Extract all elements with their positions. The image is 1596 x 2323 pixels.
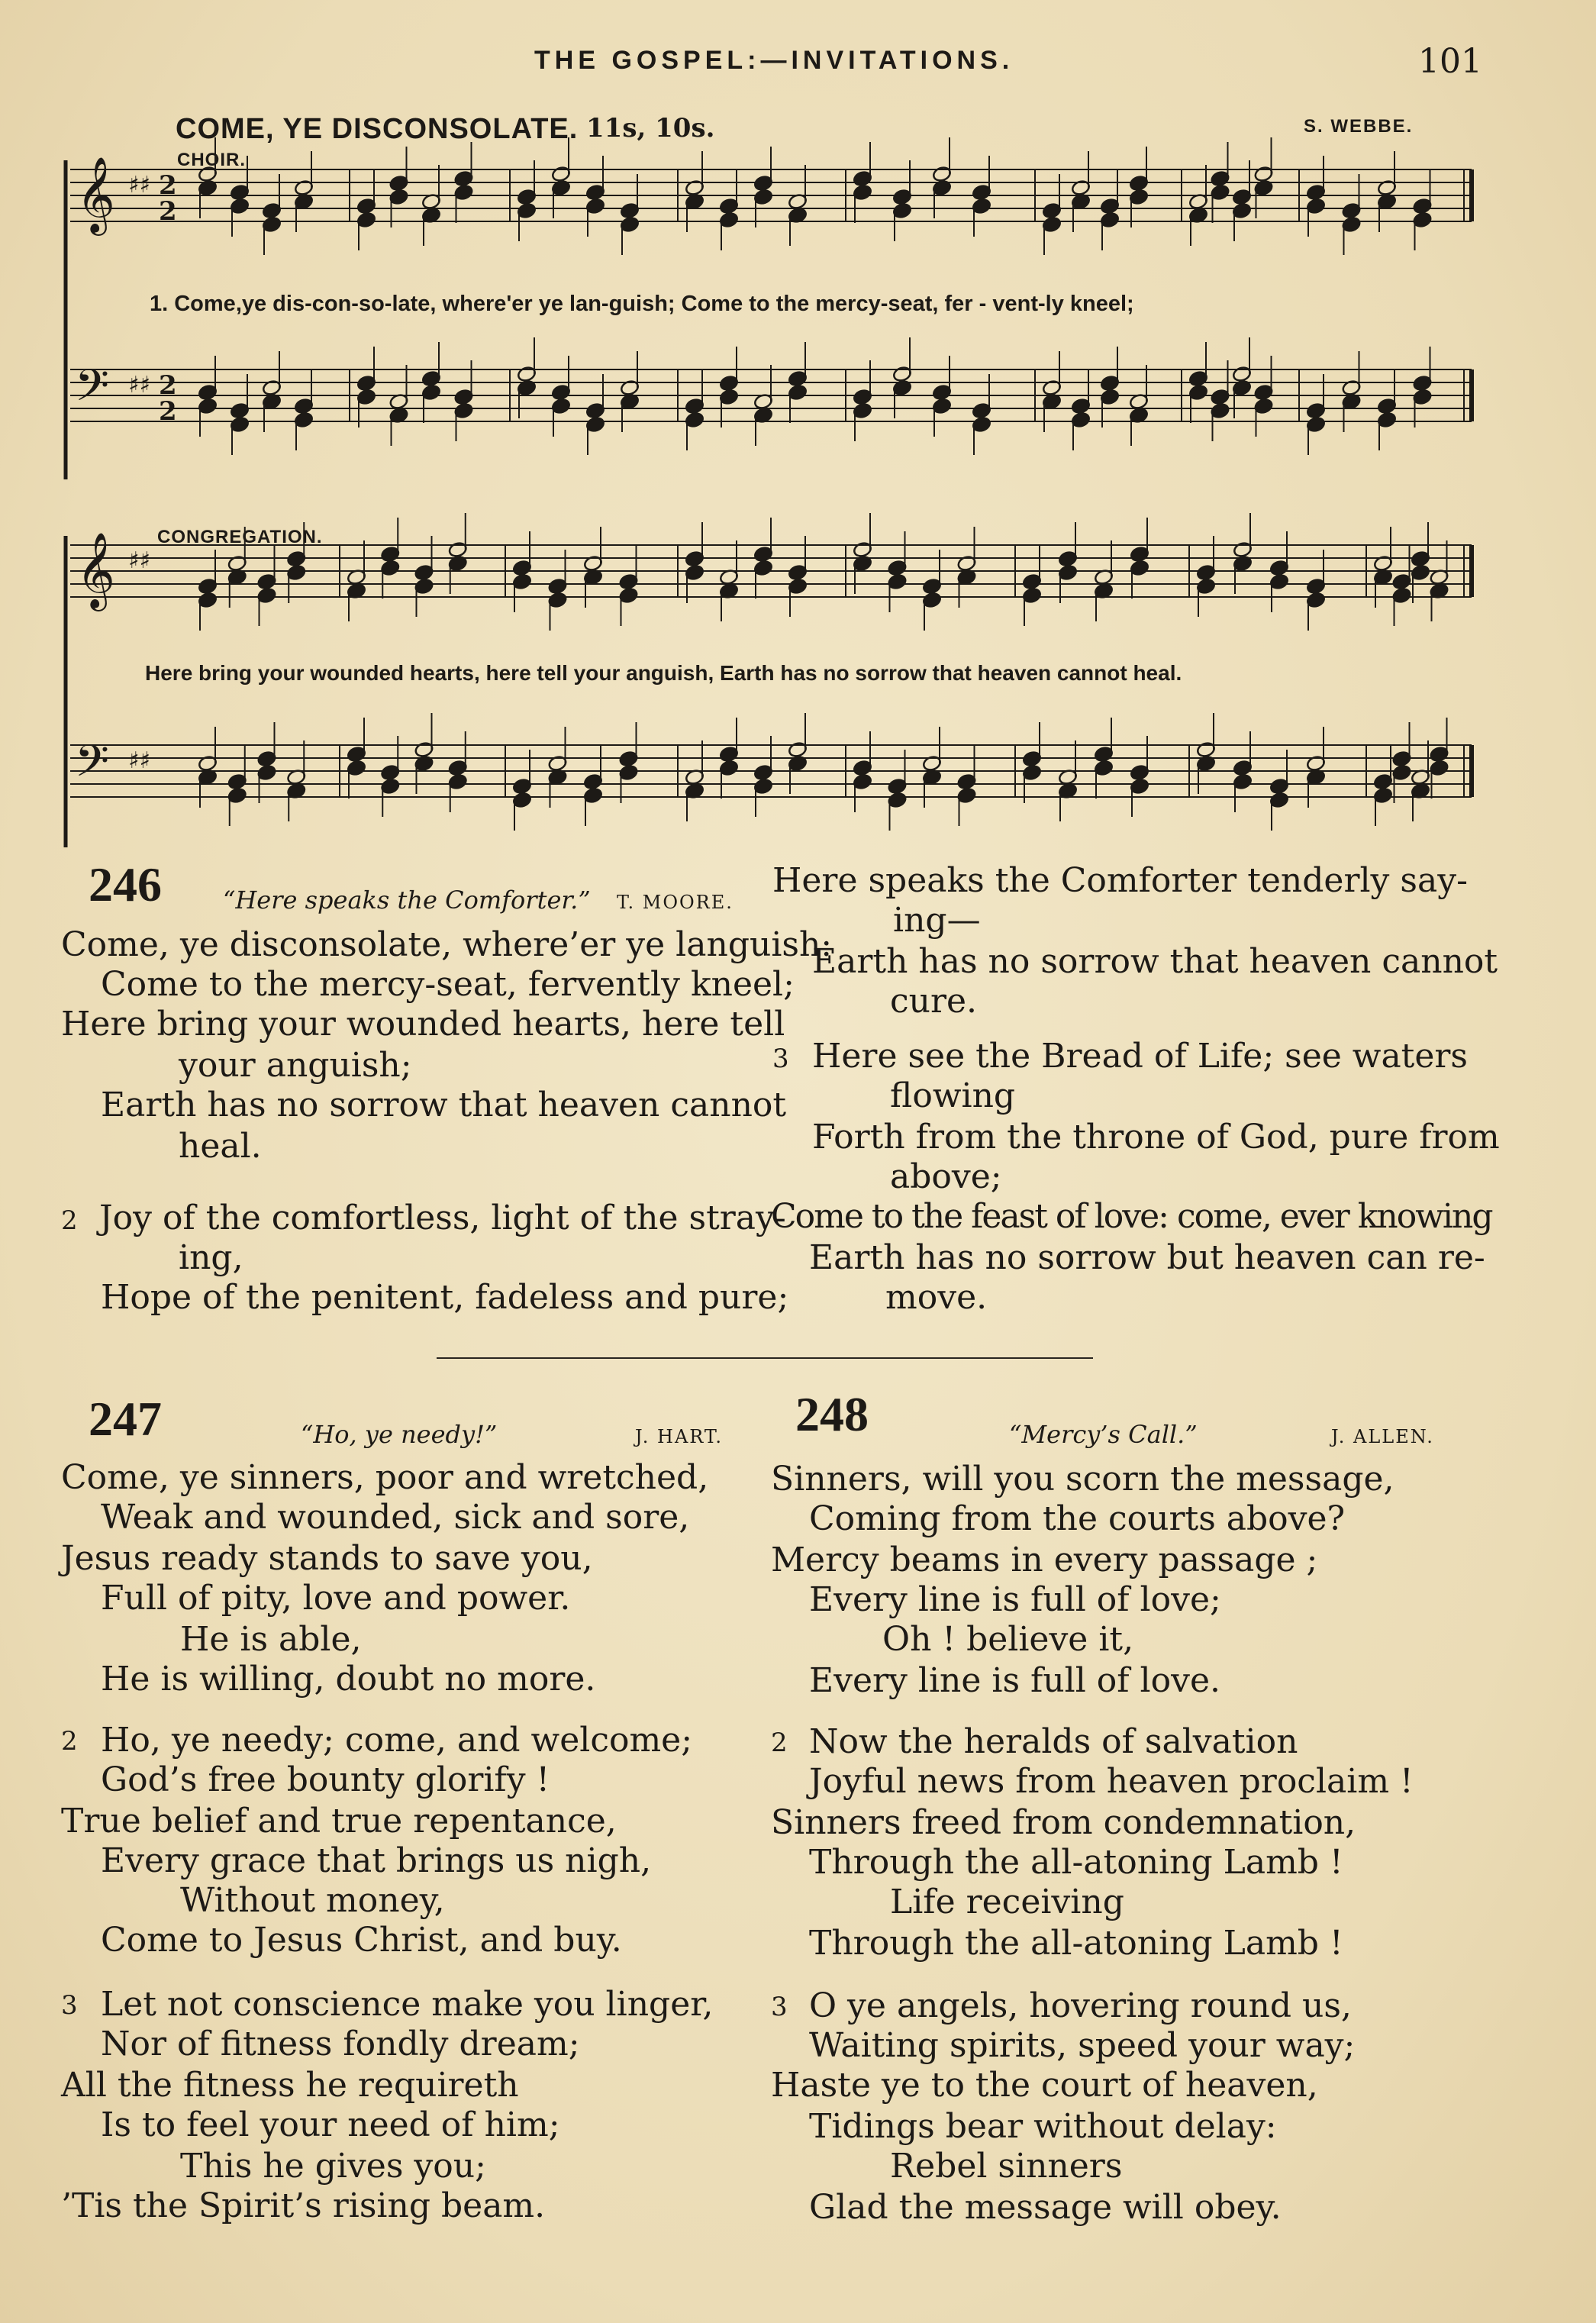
hymn-248-line: Life receiving: [890, 1883, 1124, 1921]
hymn-246-line: Come, ye disconsolate, where’er ye languish:: [61, 925, 833, 964]
hymn-246-number: 246: [89, 857, 162, 911]
hymn-247-line: Ho, ye needy; come, and welcome;: [101, 1721, 693, 1760]
hymn-248-line: Through the all-atoning Lamb !: [809, 1843, 1343, 1882]
hymn-247-line: Come to Jesus Christ, and buy.: [101, 1921, 622, 1960]
hymn-248-line: Coming from the courts above?: [809, 1499, 1346, 1538]
key-signature-sharps: ♯♯: [128, 172, 151, 198]
hymn-247-number: 247: [89, 1392, 162, 1446]
key-signature-sharps: ♯♯: [128, 372, 151, 398]
hymn-247-author: J. HART.: [635, 1426, 724, 1447]
hymn-246-stanza-3-number: 3: [772, 1044, 789, 1074]
hymn-248-author: J. ALLEN.: [1331, 1426, 1434, 1447]
hymn-248-line: Mercy beams in every passage ;: [771, 1541, 1318, 1579]
hymn-246-stanza-2-number: 2: [61, 1205, 78, 1236]
hymn-246-line: Hope of the penitent, fadeless and pure;: [101, 1278, 789, 1317]
hymn-248-stanza-3-number: 3: [771, 1992, 788, 2022]
hymn-246-line: Here speaks the Comforter tenderly say-: [772, 861, 1468, 900]
hymn-246-line: Earth has no sorrow that heaven cannot: [812, 942, 1498, 981]
hymn-246-line: Earth has no sorrow that heaven cannot: [101, 1086, 787, 1124]
hymn-247-line: Nor of fitness fondly dream;: [101, 2025, 580, 2063]
hymn-248-line: Every line is full of love;: [809, 1580, 1221, 1619]
hymn-247-subtitle: “Ho, ye needy!”: [301, 1420, 498, 1449]
hymn-247-stanza-2-number: 2: [61, 1726, 78, 1757]
hymn-246-line: cure.: [890, 982, 978, 1021]
hymn-247-line: ’Tis the Spirit’s rising beam.: [61, 2186, 546, 2225]
hymn-246-line: Come to the mercy-seat, fervently kneel;: [101, 965, 795, 1004]
tune-meter: 11s, 10s.: [586, 113, 715, 144]
section-divider: [437, 1357, 1093, 1359]
hymn-247-line: This he gives you;: [180, 2147, 486, 2186]
hymn-248-line: Oh ! believe it,: [882, 1620, 1134, 1659]
bass-clef-icon: 𝄢: [75, 735, 110, 798]
hymn-247-line: Let not conscience make you linger,: [101, 1985, 714, 2024]
hymn-246-line: flowing: [890, 1076, 1016, 1115]
hymn-247-line: All the fitness he requireth: [61, 2066, 519, 2105]
hymn-247-line: Jesus ready stands to save you,: [61, 1539, 593, 1578]
hymn-248-stanza-2-number: 2: [771, 1728, 788, 1758]
hymn-248-line: Now the heralds of salvation: [809, 1722, 1298, 1761]
hymn-248-line: Every line is full of love.: [809, 1661, 1220, 1700]
hymn-246-line: ing,: [179, 1238, 243, 1277]
hymn-248-line: Sinners, will you scorn the message,: [771, 1460, 1394, 1499]
hymn-246-line: heal.: [179, 1127, 262, 1166]
hymn-246-line: above;: [890, 1157, 1002, 1196]
page-number: 101: [1418, 42, 1482, 81]
hymn-246-line: Earth has no sorrow but heaven can re-: [809, 1238, 1485, 1277]
hymn-246-line: your anguish;: [179, 1046, 412, 1085]
congregation-label: CONGREGATION.: [157, 527, 323, 547]
hymn-248-number: 248: [795, 1387, 869, 1441]
hymn-246-author: T. MOORE.: [617, 892, 734, 913]
treble-clef-icon: 𝄞: [76, 532, 115, 608]
time-signature: 2: [159, 396, 177, 427]
key-signature-sharps: ♯♯: [128, 747, 151, 774]
hymn-248-line: Sinners freed from condemnation,: [771, 1803, 1356, 1842]
hymn-248-line: Joyful news from heaven proclaim !: [809, 1762, 1414, 1801]
hymn-248-line: Tidings bear without delay:: [809, 2107, 1277, 2146]
music-score: [0, 0, 1596, 855]
hymn-246-subtitle: “Here speaks the Comforter.”: [223, 886, 591, 915]
hymn-248-subtitle: “Mercy’s Call.”: [1009, 1420, 1198, 1449]
hymn-247-line: Come, ye sinners, poor and wretched,: [61, 1458, 709, 1497]
hymn-247-line: He is willing, doubt no more.: [101, 1660, 596, 1699]
hymn-246-line: move.: [885, 1278, 988, 1317]
hymn-246-line: Here bring your wounded hearts, here tell: [61, 1005, 785, 1044]
hymn-246-line: Here see the Bread of Life; see waters: [812, 1037, 1469, 1076]
hymn-246-line: ing—: [893, 901, 981, 940]
hymn-247-line: Is to feel your need of him;: [101, 2105, 560, 2144]
tune-name: COME, YE DISCONSOLATE.: [176, 113, 579, 145]
hymn-246-line: Forth from the throne of God, pure from: [812, 1118, 1500, 1157]
hymn-247-line: God’s free bounty glorify !: [101, 1760, 550, 1799]
hymn-248-line: Rebel sinners: [890, 2147, 1123, 2186]
page-header-title: THE GOSPEL:—INVITATIONS.: [534, 46, 1014, 75]
hymn-247-line: Without money,: [180, 1881, 445, 1920]
time-signature: 2: [159, 196, 177, 227]
hymn-247-stanza-3-number: 3: [61, 1990, 78, 2021]
treble-clef-icon: 𝄞: [76, 156, 115, 233]
time-signature: 2: [159, 370, 177, 401]
hymn-248-line: Waiting spirits, speed your way;: [809, 2026, 1356, 2065]
hymn-248-line: Through the all-atoning Lamb !: [809, 1924, 1343, 1963]
key-signature-sharps: ♯♯: [128, 547, 151, 574]
hymn-247-line: Full of pity, love and power.: [101, 1579, 571, 1618]
hymn-247-line: True belief and true repentance,: [61, 1802, 617, 1841]
bass-clef-icon: 𝄢: [75, 360, 110, 422]
lyric-line-2: Here bring your wounded hearts, here tell your anguish, Earth has no sorrow that heaven cannot heal.: [145, 661, 1182, 685]
choir-label: CHOIR.: [177, 150, 246, 170]
tune-composer: S. WEBBE.: [1304, 116, 1414, 137]
hymn-248-line: Glad the message will obey.: [809, 2188, 1282, 2227]
hymn-248-line: Haste ye to the court of heaven,: [771, 2066, 1318, 2105]
hymn-247-line: He is able,: [180, 1620, 362, 1659]
hymn-246-line: Come to the feast of love: come, ever knowing: [771, 1197, 1492, 1236]
hymn-247-line: Every grace that brings us nigh,: [101, 1841, 652, 1880]
hymn-247-line: Weak and wounded, sick and sore,: [101, 1498, 690, 1537]
lyric-line-1: 1. Come,ye dis-con-so-late, where'er ye lan-guish; Come to the mercy-seat, fer - vent-ly kneel;: [150, 292, 1134, 316]
hymn-246-line: Joy of the comfortless, light of the stray-: [99, 1199, 786, 1237]
time-signature: 2: [159, 170, 177, 201]
hymn-248-line: O ye angels, hovering round us,: [809, 1986, 1352, 2025]
